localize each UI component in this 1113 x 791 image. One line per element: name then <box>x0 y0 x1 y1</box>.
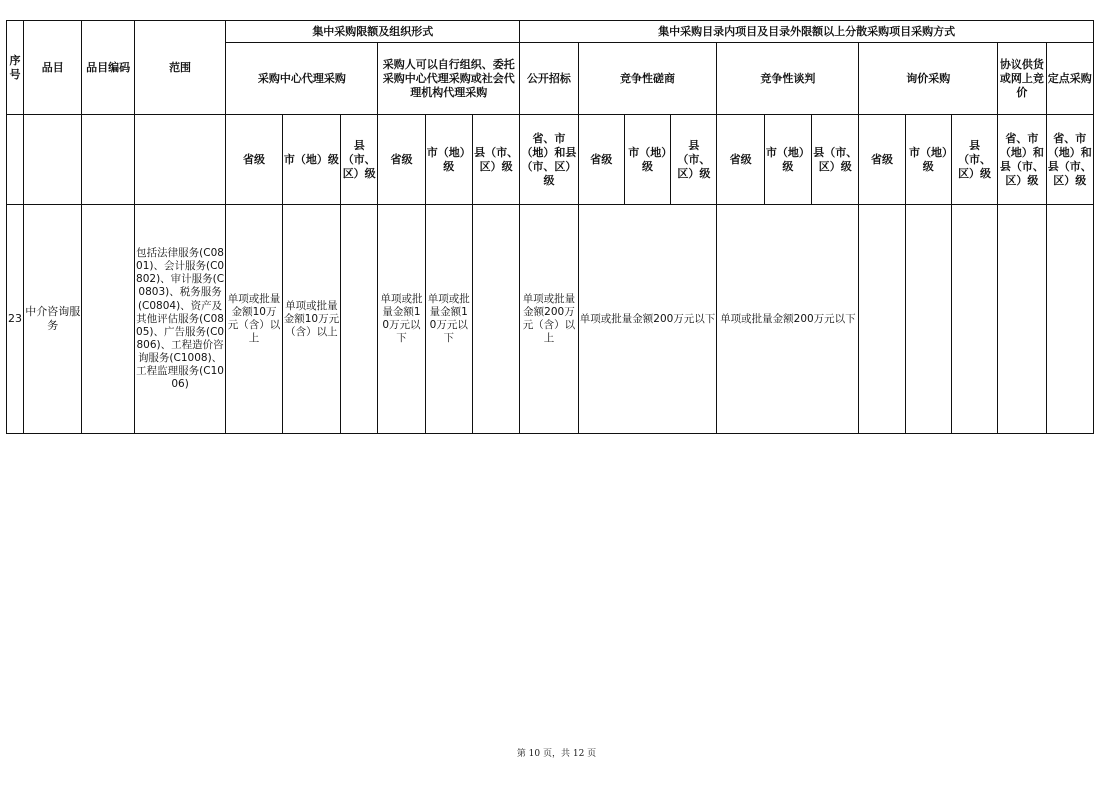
level-central-city: 市（地）级 <box>282 115 340 205</box>
level-consult-city: 市（地）级 <box>624 115 670 205</box>
header-competitive-consult: 竞争性磋商 <box>578 43 717 115</box>
procurement-table <box>6 20 1094 434</box>
level-self-city: 市（地）级 <box>425 115 472 205</box>
row-item-code <box>82 205 134 434</box>
header-competitive-negotiation: 竞争性谈判 <box>717 43 859 115</box>
level-inquiry-county: 县（市、区）级 <box>951 115 997 205</box>
blank-seq-cell <box>7 115 24 205</box>
header-designated: 定点采购 <box>1046 43 1094 115</box>
row-central-county <box>341 205 378 434</box>
header-item: 品目 <box>24 21 82 115</box>
row-self-city: 单项或批量金额10万元以下 <box>425 205 472 434</box>
row-self-county <box>472 205 519 434</box>
header-group-central: 集中采购限额及组织形式 <box>226 21 520 43</box>
level-inquiry-city: 市（地）级 <box>905 115 951 205</box>
level-consult-province: 省级 <box>578 115 624 205</box>
row-agreement <box>998 205 1046 434</box>
level-self-province: 省级 <box>378 115 425 205</box>
header-inquiry: 询价采购 <box>859 43 998 115</box>
blank-code-cell <box>82 115 134 205</box>
header-item-code: 品目编码 <box>82 21 134 115</box>
level-self-county: 县（市、区）级 <box>472 115 519 205</box>
row-central-city: 单项或批量金额10万元（含）以上 <box>282 205 340 434</box>
row-open-tender: 单项或批量金额200万元（含）以上 <box>520 205 578 434</box>
header-self-org: 采购人可以自行组织、委托采购中心代理采购或社会代理机构代理采购 <box>378 43 520 115</box>
level-designated-all: 省、市（地）和县（市、区）级 <box>1046 115 1094 205</box>
level-negotiation-province: 省级 <box>717 115 764 205</box>
row-competitive-consult: 单项或批量金额200万元以下 <box>578 205 717 434</box>
header-agreement-online: 协议供货或网上竞价 <box>998 43 1046 115</box>
level-central-province: 省级 <box>226 115 282 205</box>
row-inquiry-province <box>859 205 905 434</box>
row-inquiry-city <box>905 205 951 434</box>
row-central-province: 单项或批量金额10万元（含）以上 <box>226 205 282 434</box>
row-competitive-negotiation: 单项或批量金额200万元以下 <box>717 205 859 434</box>
blank-scope-cell <box>134 115 226 205</box>
header-scope: 范围 <box>134 21 226 115</box>
page-number-footer: 第 10 页，共 12 页 <box>516 749 597 759</box>
row-inquiry-county <box>951 205 997 434</box>
level-central-county: 县（市、区）级 <box>341 115 378 205</box>
level-negotiation-county: 县（市、区）级 <box>812 115 859 205</box>
header-open-tender: 公开招标 <box>520 43 578 115</box>
row-item: 中介咨询服务 <box>24 205 82 434</box>
row-designated <box>1046 205 1094 434</box>
header-central-agency: 采购中心代理采购 <box>226 43 378 115</box>
level-inquiry-province: 省级 <box>859 115 905 205</box>
header-group-decentral: 集中采购目录内项目及目录外限额以上分散采购项目采购方式 <box>520 21 1094 43</box>
level-agreement-all: 省、市（地）和县（市、区）级 <box>998 115 1046 205</box>
row-scope: 包括法律服务(C0801)、会计服务(C0802)、审计服务(C0803)、税务服务(C0804)、资产及其他评估服务(C0805)、广告服务(C0806)、工程造价咨询服务(C1008)、工程监理服务(C1006) <box>134 205 226 434</box>
blank-item-cell <box>24 115 82 205</box>
row-seq: 23 <box>7 205 24 434</box>
level-consult-county: 县（市、区）级 <box>671 115 717 205</box>
header-row-3 <box>7 115 1094 205</box>
row-self-province: 单项或批量金额10万元以下 <box>378 205 425 434</box>
header-row-1 <box>7 21 1094 43</box>
level-negotiation-city: 市（地）级 <box>764 115 811 205</box>
header-seq: 序号 <box>7 21 24 115</box>
table-row <box>7 205 1094 434</box>
level-open-all: 省、市（地）和县（市、区）级 <box>520 115 578 205</box>
